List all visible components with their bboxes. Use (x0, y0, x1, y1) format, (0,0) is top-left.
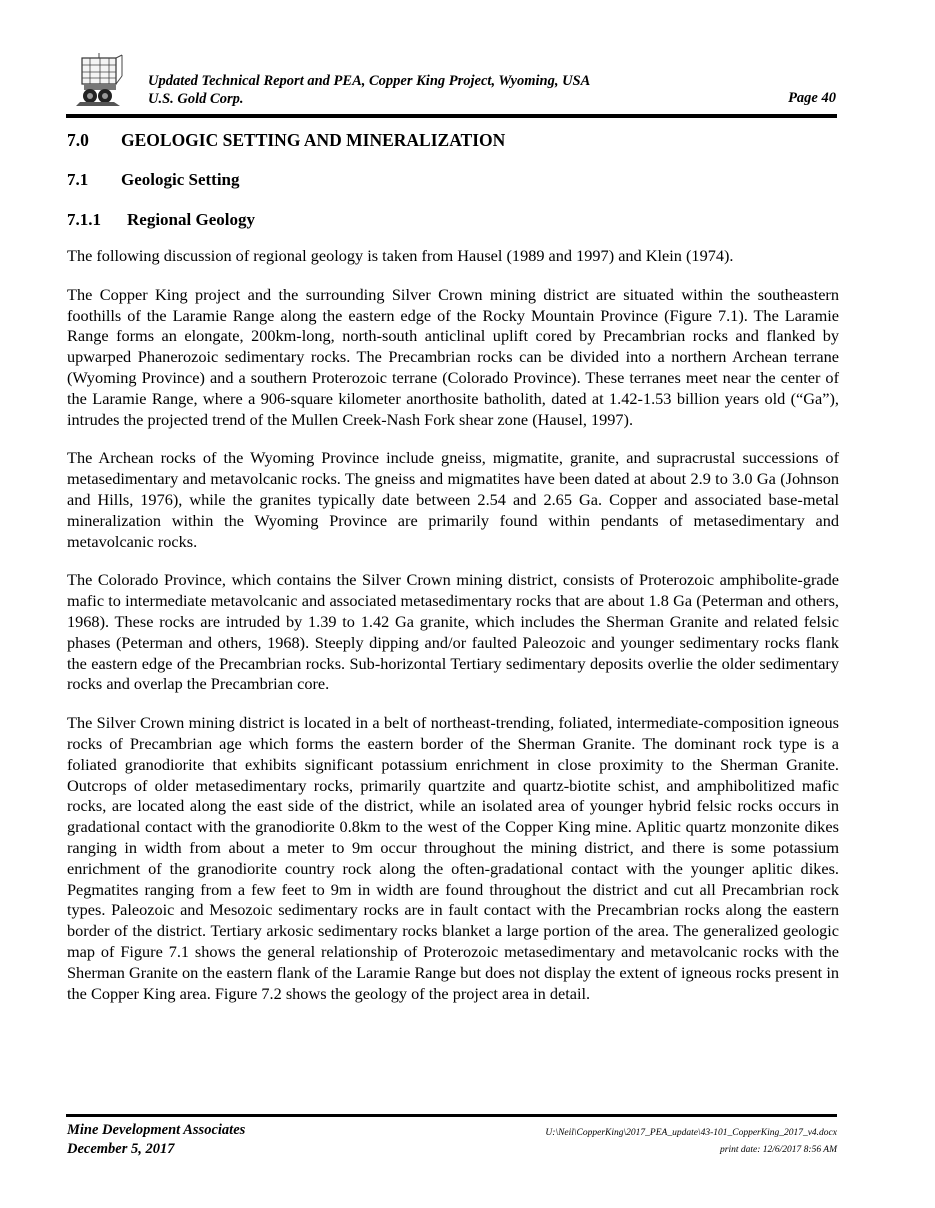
section-number: 7.1 (67, 170, 89, 189)
section-heading-7-1-1 (67, 207, 839, 233)
section-number: 7.1.1 (67, 210, 101, 229)
footer-left (67, 1121, 245, 1158)
footer-file-path: U:\Neil\CopperKing\2017_PEA_update\43-101_CopperKing_2017_v4.docx (545, 1128, 837, 1138)
section-title: Geologic Setting (121, 170, 240, 189)
page-number: Page 40 (788, 90, 836, 106)
footer-date: December 5, 2017 (67, 1140, 175, 1157)
footer-company: Mine Development Associates (67, 1122, 246, 1138)
section-heading-7-1 (67, 167, 839, 193)
mining-equipment-logo-icon (70, 52, 130, 112)
paragraph-archean-rocks: The Archean rocks of the Wyoming Province include gneiss, migmatite, granite, and supracrustal successions of metasedimentary and metavolcanic rocks. The gneiss and migmatites have been dated at about 2.9 to 3.0 Ga (Johnson and Hills, 1976), while the granites typically date between 2.54 and 2.65 Ga. Copper and associated base-metal mineralization within the Wyoming Province are primarily found within pendants of metasedimentary and metavolcanic rocks. (67, 448, 839, 551)
footer-right (545, 1125, 837, 1159)
report-header-title (148, 72, 590, 108)
paragraph-intro: The following discussion of regional geology is taken from Hausel (1989 and 1997) and Klein (1974). (67, 246, 734, 265)
section-title: Regional Geology (127, 210, 255, 229)
paragraph-silver-crown-district: The Silver Crown mining district is located in a belt of northeast-trending, foliated, intermediate-composition igneous rocks of Precambrian age which forms the eastern border of the Sherman Granite. The dominant rock type is a foliated granodiorite that exhibits significant potassium enrichment in close proximity to the Sherman Granite. Outcrops of older metasedimentary rocks, primarily quartzite and quartz-biotite schist, and amphibolitized mafic rocks, are located along the east side of the district, while an isolated area of younger hybrid felsic rocks occurs in gradational contact with the granodiorite 0.8km to the west of the Copper King mine. Aplitic quartz monzonite dikes ranging in width from about a meter to 9m occur throughout the mining district, and there is some potassium enrichment of the granodiorite country rock along the often-gradational contact with the younger aplitic dikes. Pegmatites ranging from a few feet to 9m in width are found throughout the district and cut all Precambrian rock types. Paleozoic and Mesozoic sedimentary rocks are in fault contact with the Precambrian rocks along the eastern border of the district. Tertiary arkosic sedimentary rocks blanket a large portion of the area. The generalized geologic map of Figure 7.1 shows the general relationship of Proterozoic metasedimentary and metavolcanic rocks with the Sherman Granite on the eastern flank of the Laramie Range but does not display the extent of igneous rocks present in the Copper King area. Figure 7.2 shows the geology of the project area in detail. (67, 713, 839, 1003)
section-title: GEOLOGIC SETTING AND MINERALIZATION (121, 130, 506, 150)
paragraph-colorado-province: The Colorado Province, which contains the Silver Crown mining district, consists of Proterozoic amphibolite-grade mafic to intermediate metavolcanic and associated metasedimentary rocks that are about 1.8 Ga (Peterman and others, 1968). These rocks are intruded by 1.39 to 1.42 Ga granite, which includes the Sherman Granite and related felsic phases (Peterman and others, 1968). Steeply dipping and/or faulted Paleozoic and younger sedimentary rocks flank the eastern edge of the Precambrian rocks. Sub-horizontal Tertiary sedimentary deposits overlie the older sedimentary rocks and overlap the Precambrian core. (67, 570, 839, 694)
footer-divider (66, 1114, 837, 1117)
footer-print-date: print date: 12/6/2017 8:56 AM (720, 1145, 837, 1155)
document-body (67, 126, 839, 1004)
section-heading-7-0 (67, 127, 839, 153)
company-name: U.S. Gold Corp. (148, 91, 244, 107)
header-divider (66, 114, 837, 118)
paragraph-copper-king-setting: The Copper King project and the surrounding Silver Crown mining district are situated within the southeastern foothills of the Laramie Range along the eastern edge of the Rocky Mountain Province (Figure 7.1). The Laramie Range forms an elongate, 200km-long, north-south anticlinal uplift cored by Precambrian rocks and flanked by upwarped Phanerozoic sedimentary rocks. The Precambrian rocks can be divided into a northern Archean terrane (Wyoming Province) and a southern Proterozoic terrane (Colorado Province). These terranes meet near the center of the Laramie Range, where a 906-square kilometer anorthosite batholith, dated at 1.42-1.53 billion years old (“Ga”), intrudes the projected trend of the Mullen Creek-Nash Fork shear zone (Hausel, 1997). (67, 284, 839, 429)
report-title: Updated Technical Report and PEA, Copper King Project, Wyoming, USA (148, 73, 591, 89)
section-number: 7.0 (67, 130, 89, 150)
